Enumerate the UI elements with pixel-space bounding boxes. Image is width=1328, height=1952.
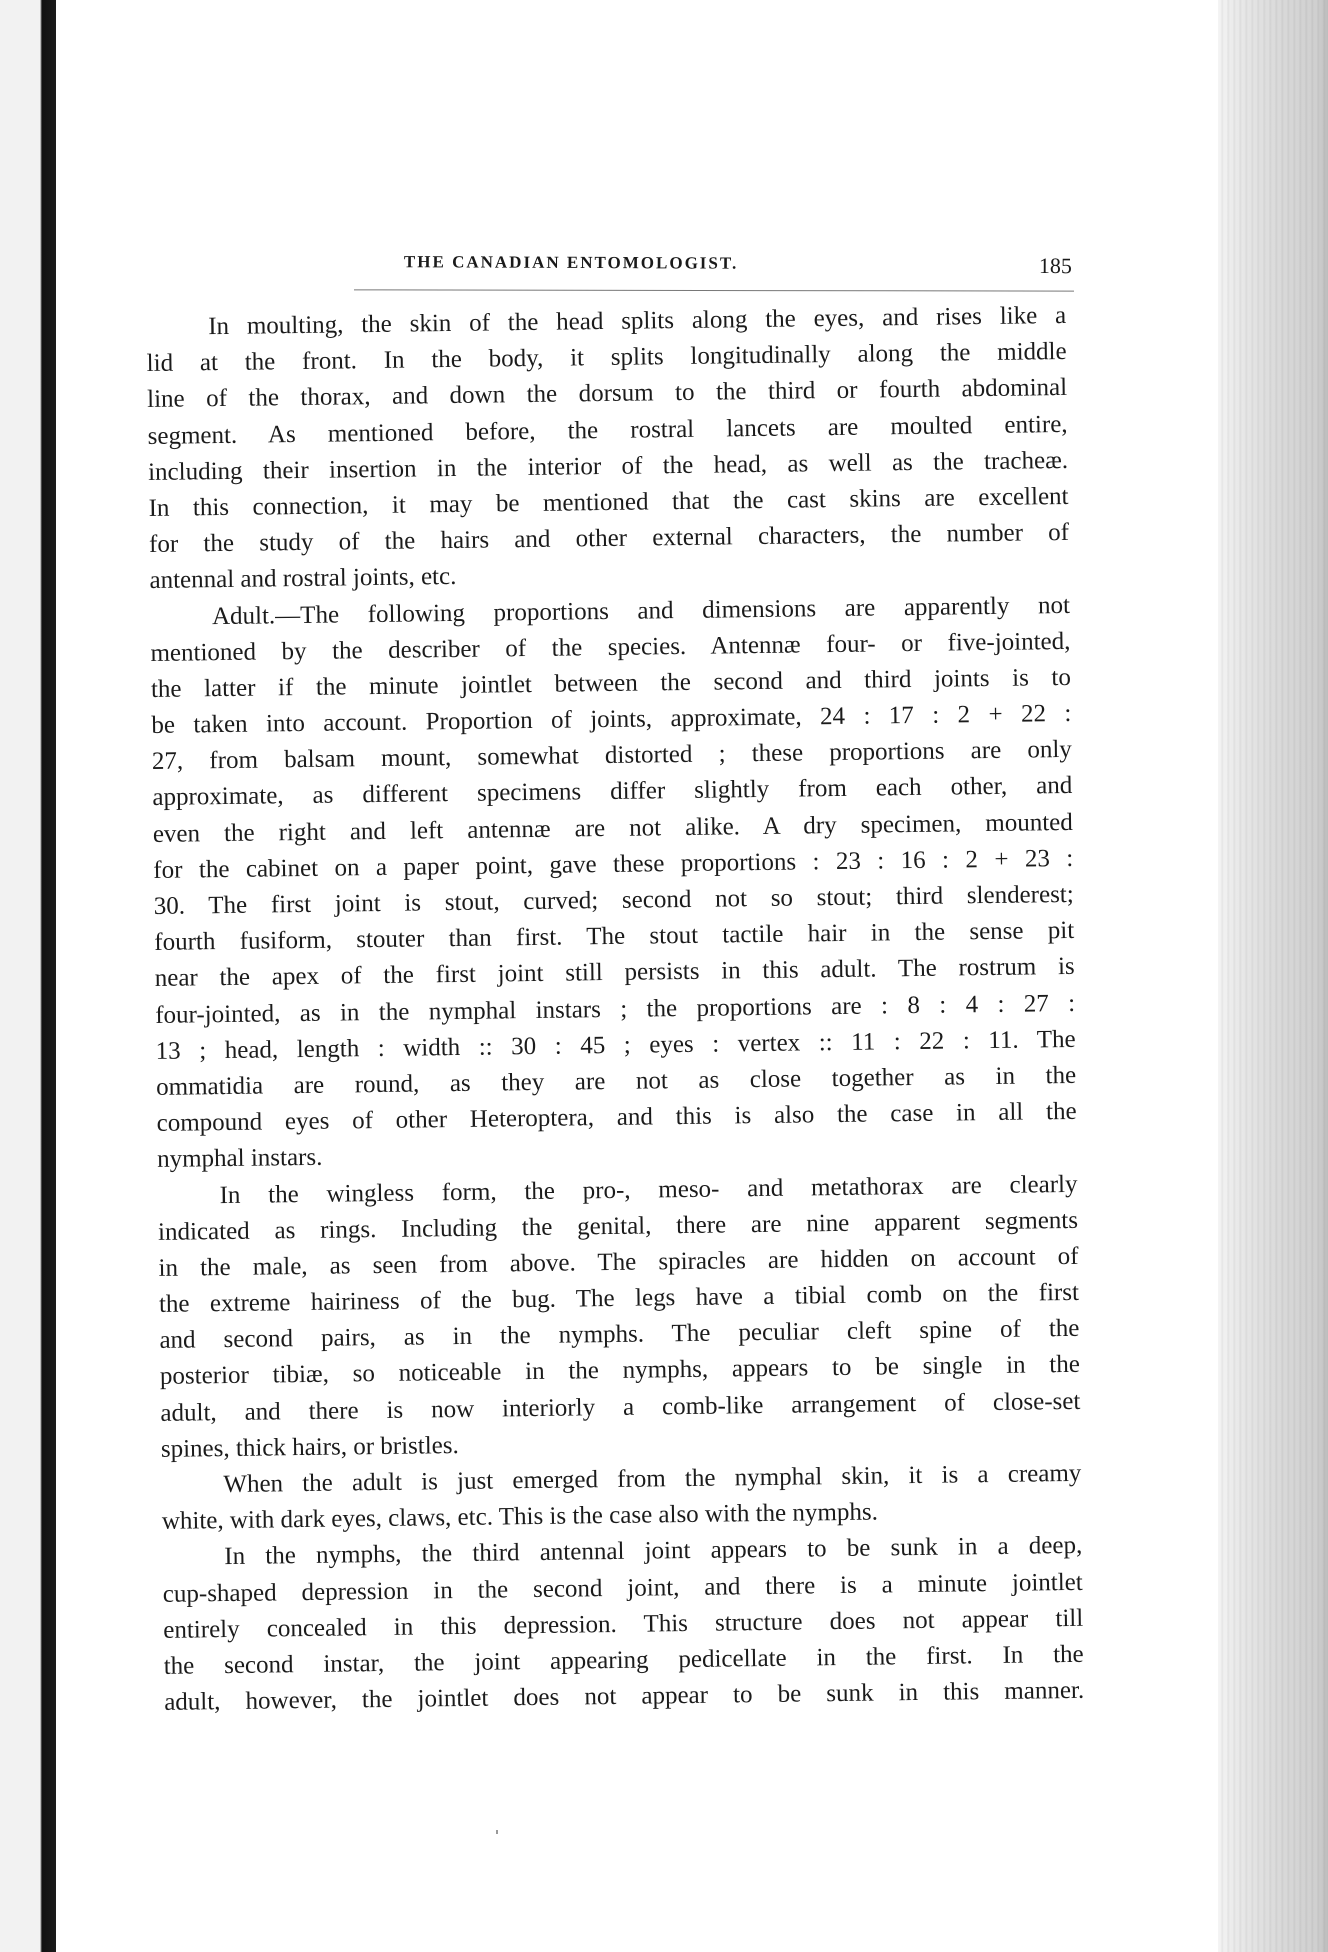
text-line: entirely concealed in this depression. This structure does not appear till — [163, 1604, 1084, 1644]
text-line: including their insertion in the interior of the head, as well as the tracheæ. — [147, 446, 1069, 486]
text-line: even the right and left antennæ are not alike. A dry specimen, mounted — [152, 808, 1073, 848]
text-line: be taken into account. Proportion of joints, approximate, 24 : 17 : 2 + 22 : — [151, 699, 1072, 740]
text-line: antennal and rostral joints, etc. — [149, 563, 457, 595]
text-line: white, with dark eyes, claws, etc. This is the case also with the nymphs. — [161, 1498, 879, 1536]
text-line: In the wingless form, the pro-, meso- and metathorax are clearly — [219, 1170, 1078, 1209]
text-line: for the cabinet on a paper point, gave these proportions : 23 : 16 : 2 + 23 : — [153, 844, 1074, 884]
text-line: adult, and there is now interiorly a comb-like arrangement of close-set — [160, 1387, 1081, 1427]
text-line: the second instar, the joint appearing pedicellate in the first. In the — [163, 1640, 1084, 1680]
text-line: compound eyes of other Heteroptera, and this is also the case in all the — [156, 1098, 1077, 1138]
text-line: the latter if the minute jointlet between the second and third joints is to — [150, 663, 1072, 703]
text-line: approximate, as different specimens differ slightly from each other, and — [152, 772, 1073, 812]
text-line: for the study of the hairs and other external characters, the number of — [148, 519, 1070, 559]
text-line: near the apex of the first joint still persists in this adult. The rostrum is — [154, 953, 1075, 993]
text-line: 30. The first joint is stout, curved; second not so stout; third slenderest; — [153, 880, 1074, 920]
book-gutter-edge — [0, 0, 56, 1952]
text-line: segment. As mentioned before, the rostral lancets are moulted entire, — [147, 410, 1068, 450]
text-line: ommatidia are round, as they are not as close together as in the — [155, 1061, 1077, 1101]
text-line: posterior tibiæ, so noticeable in the nymphs, appears to be single in the — [159, 1351, 1081, 1391]
text-line: In moulting, the skin of the head splits along the eyes, and rises like a — [208, 301, 1067, 341]
header-rule — [354, 289, 1074, 291]
text-line: Adult.—The following proportions and dimensions are apparently not — [211, 591, 1071, 630]
journal-title: THE CANADIAN ENTOMOLOGIST. — [403, 252, 739, 273]
text-line: adult, however, the jointlet does not appear to be sunk in this manner. — [164, 1676, 1085, 1717]
page-number: 185 — [1038, 252, 1072, 279]
text-line: In this connection, it may be mentioned that the cast skins are excellent — [148, 482, 1069, 522]
text-line: four-jointed, as in the nymphal instars ; the proportions are : 8 : 4 : 27 : — [155, 989, 1076, 1029]
text-line: When the adult is just emerged from the nymphal skin, it is a creamy — [223, 1459, 1082, 1499]
page-mark — [496, 1830, 498, 1834]
text-line: in the male, as seen from above. The spiracles are hidden on account of — [158, 1242, 1079, 1282]
text-line: 27, from balsam mount, somewhat distorted ; these proportions are only — [151, 736, 1073, 776]
text-line: nymphal instars. — [156, 1144, 323, 1174]
text-line: indicated as rings. Including the genital, there are nine apparent segments — [157, 1206, 1079, 1246]
text-line: fourth fusiform, stouter than first. The stout tactile hair in the sense pit — [154, 917, 1075, 957]
text-line: mentioned by the describer of the species. Antennæ four- or five-jointed, — [150, 627, 1071, 667]
text-line: In the nymphs, the third antennal joint appears to be sunk in a deep, — [224, 1532, 1083, 1571]
running-head — [354, 248, 1078, 287]
body-text — [146, 298, 1084, 1721]
page-edges — [1218, 0, 1328, 1952]
text-line: cup-shaped depression in the second joint, and there is a minute jointlet — [162, 1568, 1083, 1608]
text-line: spines, thick hairs, or bristles. — [160, 1431, 459, 1463]
text-line: lid at the front. In the body, it splits longitudinally along the middle — [146, 338, 1067, 378]
text-line: the extreme hairiness of the bug. The legs have a tibial comb on the first — [158, 1278, 1080, 1318]
text-line: 13 ; head, length : width :: 30 : 45 ; eyes : vertex :: 11 : 22 : 11. The — [155, 1025, 1076, 1065]
book-page — [56, 0, 1218, 1952]
text-line: and second pairs, as in the nymphs. The peculiar cleft spine of the — [159, 1315, 1080, 1355]
text-line: line of the thorax, and down the dorsum to the third or fourth abdominal — [146, 374, 1068, 414]
